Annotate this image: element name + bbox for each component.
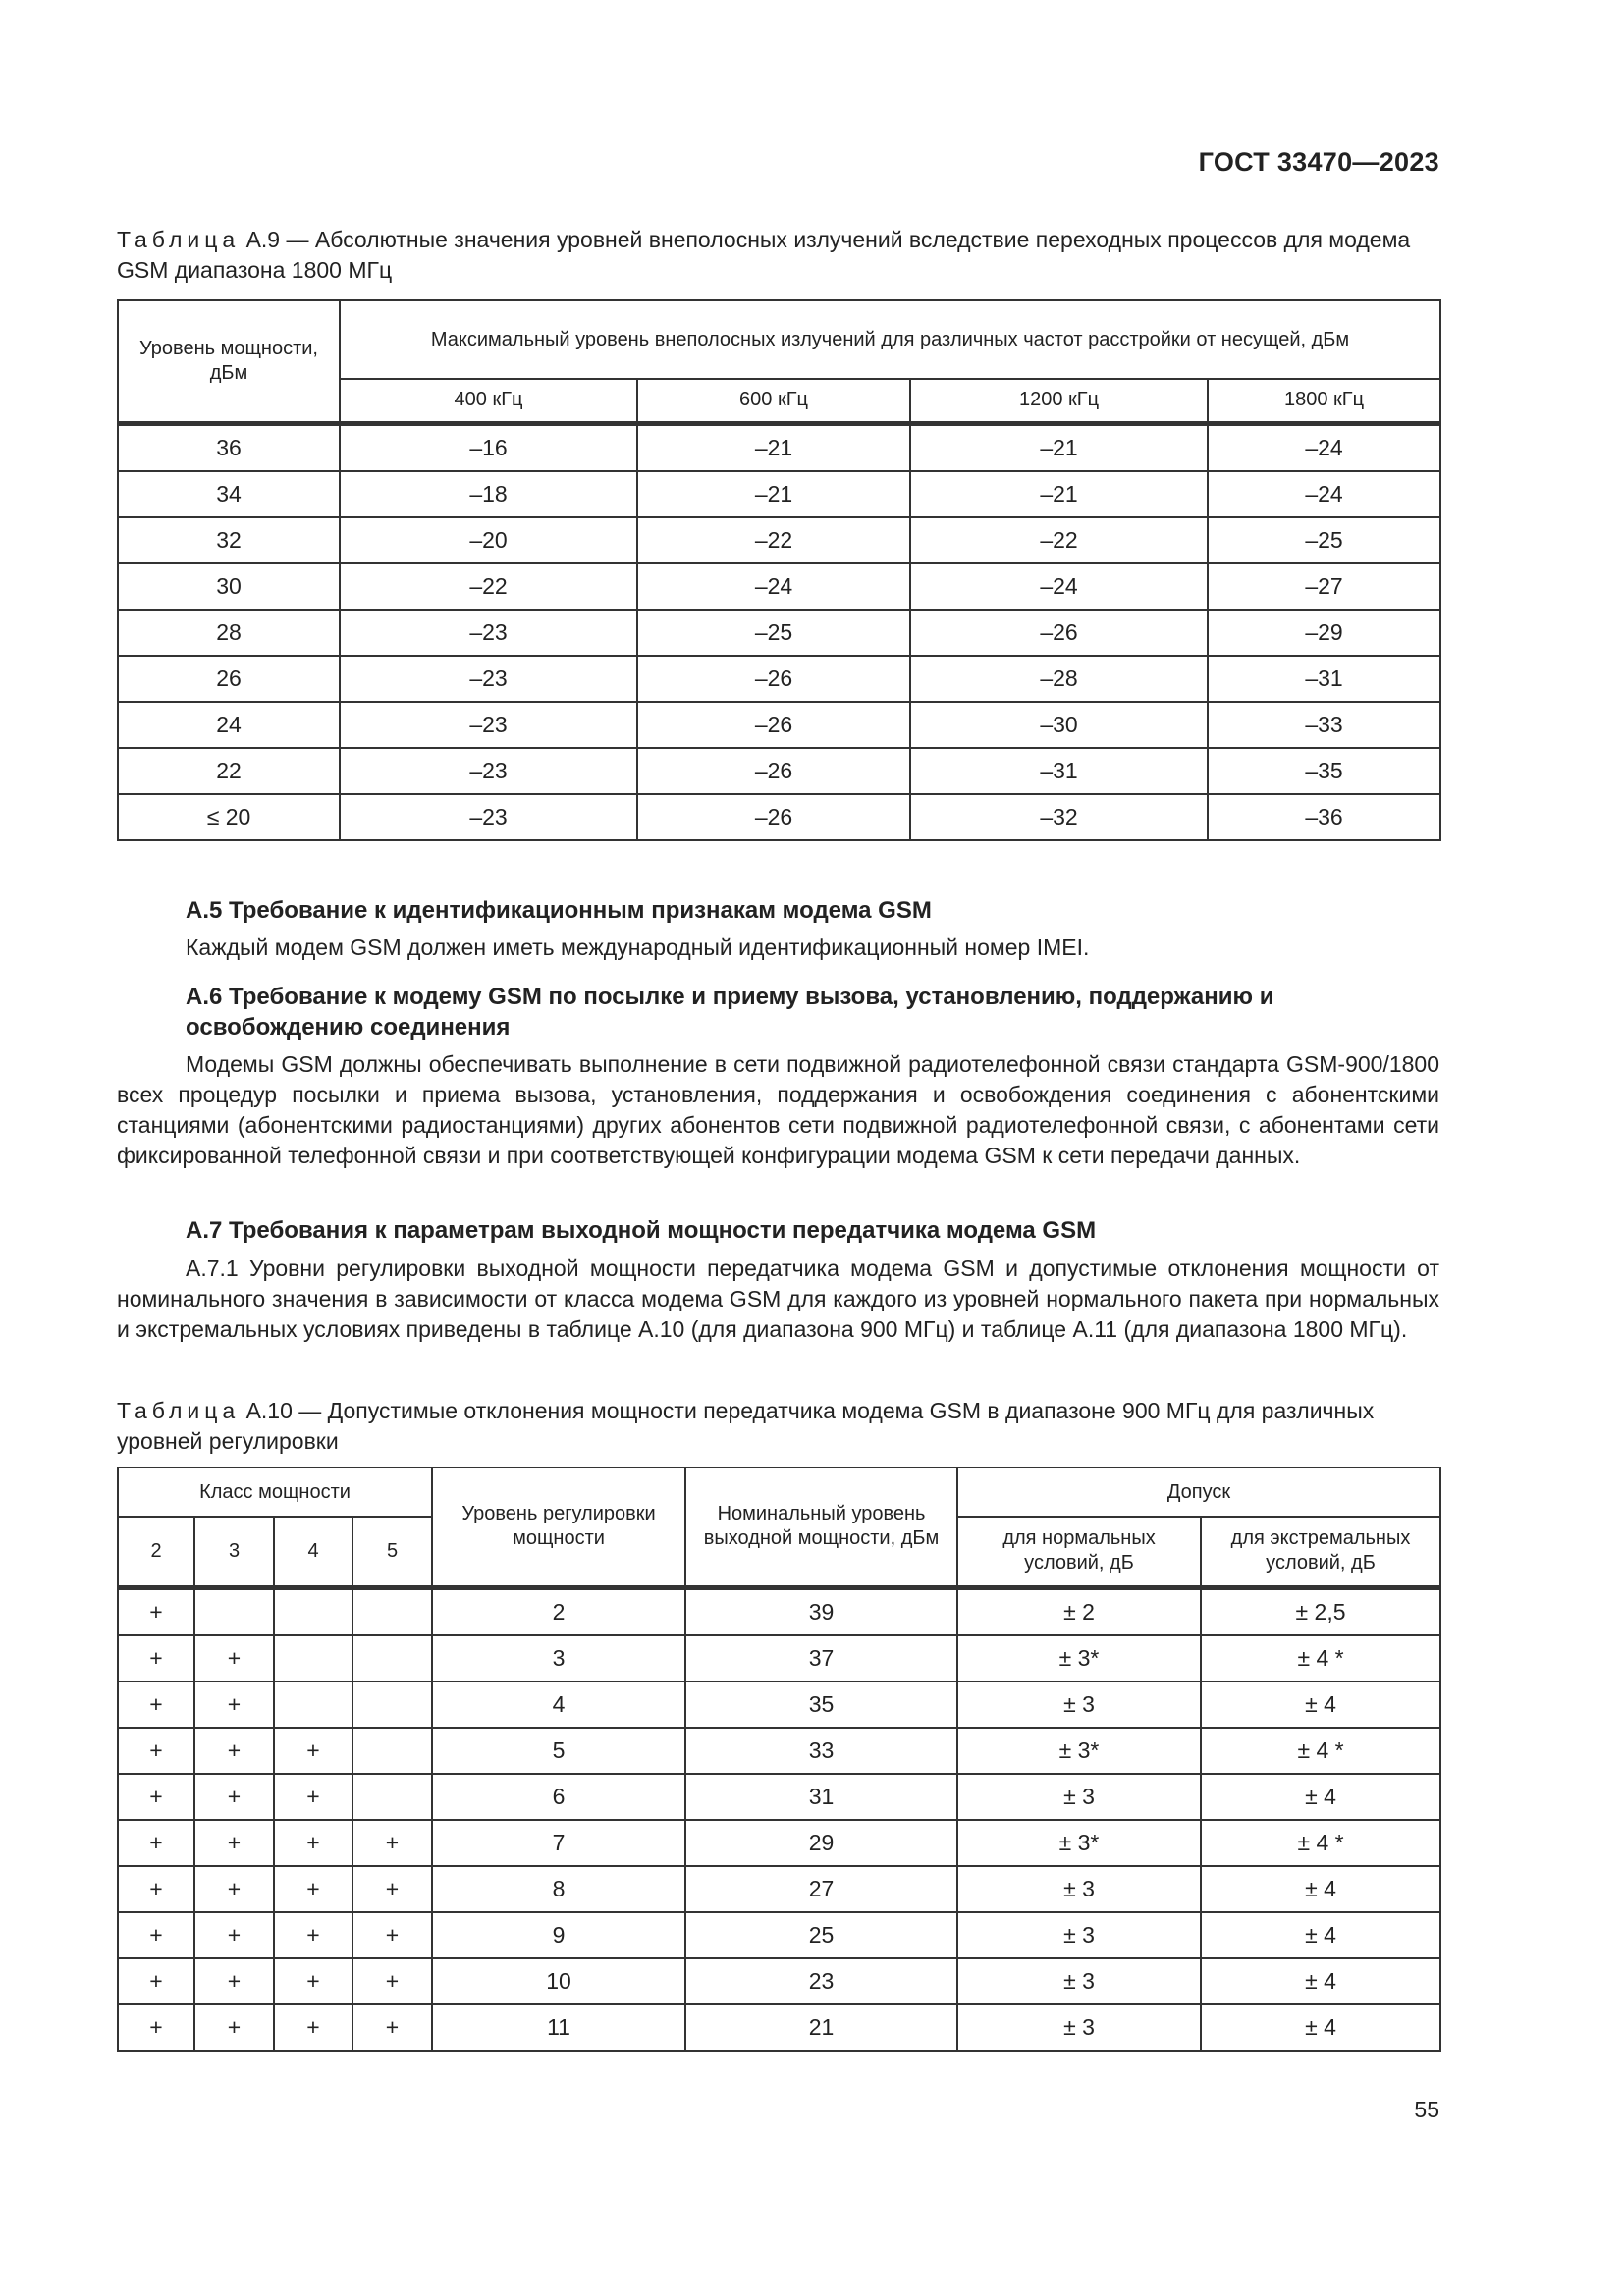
table-cell: 39 <box>685 1587 957 1635</box>
table-cell: 34 <box>118 471 340 517</box>
table-cell <box>274 1682 352 1728</box>
section-a7-text: А.7.1 Уровни регулировки выходной мощности передатчика модема GSM и допустимые отклонения мощности от номинального значения в зависимости от класса модема GSM для каждого из уровней нормального пакета при нормальных и экстремальных условиях приведены в таблице А.10 (для диапазона 900 МГц) и таблице А.11 (для диапазона 1800 МГц). <box>117 1255 1439 1342</box>
table-cell: ± 4 <box>1201 1866 1440 1912</box>
table-a9-caption-label: Таблица <box>117 227 241 252</box>
table-cell: ± 4 * <box>1201 1728 1440 1774</box>
table-cell: + <box>118 1912 194 1958</box>
table-cell: –23 <box>340 702 637 748</box>
table-cell: –32 <box>910 794 1208 840</box>
table-cell: –23 <box>340 748 637 794</box>
table-cell: –33 <box>1208 702 1440 748</box>
table-cell: ± 3 <box>957 1774 1201 1820</box>
table-cell: –36 <box>1208 794 1440 840</box>
table-cell: + <box>118 1958 194 2004</box>
table-a10-header-nominal: Номинальный уровень выходной мощности, дБм <box>685 1468 957 1587</box>
table-cell: 21 <box>685 2004 957 2051</box>
table-a10-class-number: 3 <box>194 1517 274 1587</box>
table-cell: + <box>274 1820 352 1866</box>
table-cell: 29 <box>685 1820 957 1866</box>
table-cell: –18 <box>340 471 637 517</box>
table-row <box>118 517 1440 563</box>
table-cell <box>274 1635 352 1682</box>
table-a9-header-freq: 600 кГц <box>637 379 910 423</box>
table-cell: –26 <box>637 702 910 748</box>
table-row <box>118 656 1440 702</box>
table-cell: + <box>194 1774 274 1820</box>
table-cell: –22 <box>910 517 1208 563</box>
table-cell: ± 3 <box>957 1866 1201 1912</box>
table-row <box>118 748 1440 794</box>
table-cell: + <box>118 1820 194 1866</box>
table-a9-header-max: Максимальный уровень внеполосных излучений для различных частот расстройки от несущей, дБм <box>340 300 1440 379</box>
table-cell: + <box>352 1866 432 1912</box>
table-cell: –26 <box>910 610 1208 656</box>
table-cell: + <box>352 1958 432 2004</box>
table-cell: –25 <box>1208 517 1440 563</box>
table-a10-caption <box>117 1396 1439 1457</box>
table-cell: ± 3 <box>957 1912 1201 1958</box>
table-cell: –24 <box>910 563 1208 610</box>
table-cell: 5 <box>432 1728 685 1774</box>
table-a9-header-freq: 400 кГц <box>340 379 637 423</box>
table-cell: –23 <box>340 794 637 840</box>
table-row <box>118 1728 1440 1774</box>
table-a10-body <box>118 1587 1440 2051</box>
table-cell <box>352 1635 432 1682</box>
table-cell: 28 <box>118 610 340 656</box>
section-a5-heading: А.5 Требование к идентификационным признакам модема GSM <box>186 897 932 924</box>
table-cell: –30 <box>910 702 1208 748</box>
table-a10-class-number: 2 <box>118 1517 194 1587</box>
table-cell: –21 <box>637 471 910 517</box>
table-cell: + <box>118 1682 194 1728</box>
table-cell: 9 <box>432 1912 685 1958</box>
table-cell: 2 <box>432 1587 685 1635</box>
table-cell: –35 <box>1208 748 1440 794</box>
table-cell: + <box>274 2004 352 2051</box>
section-a6-text: Модемы GSM должны обеспечивать выполнение в сети подвижной радиотелефонной связи стандарта GSM-900/1800 всех процедур посылки и приема вызова, установления, поддержания и освобождения соединения с абонентскими станциями (абонентскими радиостанциями) других абонентов сети подвижной радиотелефонной связи, с абонентами сети фиксированной телефонной связи и при соответствующей конфигурации модема GSM к сети передачи данных. <box>117 1051 1439 1168</box>
table-cell: ± 4 * <box>1201 1635 1440 1682</box>
table-cell: –21 <box>910 423 1208 471</box>
table-row <box>118 1912 1440 1958</box>
table-cell: –20 <box>340 517 637 563</box>
standard-number: ГОСТ 33470—2023 <box>1198 147 1439 177</box>
table-row <box>118 1774 1440 1820</box>
table-cell: –16 <box>340 423 637 471</box>
table-cell: –22 <box>340 563 637 610</box>
table-a10-header-extreme: для экстремальных условий, дБ <box>1201 1517 1440 1587</box>
table-cell: –24 <box>1208 471 1440 517</box>
table-cell: –31 <box>1208 656 1440 702</box>
table-cell: –21 <box>637 423 910 471</box>
table-cell: ± 2,5 <box>1201 1587 1440 1635</box>
table-cell: + <box>194 1820 274 1866</box>
table-cell: 4 <box>432 1682 685 1728</box>
table-cell: –26 <box>637 794 910 840</box>
table-cell: 22 <box>118 748 340 794</box>
table-cell: + <box>194 1635 274 1682</box>
table-a10 <box>117 1467 1441 2052</box>
table-cell: 25 <box>685 1912 957 1958</box>
table-row <box>118 1820 1440 1866</box>
table-cell: –23 <box>340 610 637 656</box>
table-cell <box>274 1587 352 1635</box>
table-cell: + <box>194 1728 274 1774</box>
table-row <box>118 1682 1440 1728</box>
table-cell: ± 4 <box>1201 1682 1440 1728</box>
table-cell: 11 <box>432 2004 685 2051</box>
table-row <box>118 794 1440 840</box>
table-cell: 24 <box>118 702 340 748</box>
table-cell: ± 4 <box>1201 1912 1440 1958</box>
table-row <box>118 610 1440 656</box>
table-cell: + <box>194 1682 274 1728</box>
table-cell: + <box>352 1912 432 1958</box>
table-cell: + <box>118 1866 194 1912</box>
table-a10-class-number: 4 <box>274 1517 352 1587</box>
table-cell: 35 <box>685 1682 957 1728</box>
table-cell: + <box>352 2004 432 2051</box>
table-a9-caption <box>117 225 1439 286</box>
table-a9-body <box>118 423 1440 840</box>
table-cell: + <box>194 1912 274 1958</box>
table-row <box>118 1866 1440 1912</box>
table-cell: + <box>274 1866 352 1912</box>
table-cell: ± 2 <box>957 1587 1201 1635</box>
table-cell: ± 4 <box>1201 1774 1440 1820</box>
table-cell <box>352 1682 432 1728</box>
table-cell: 3 <box>432 1635 685 1682</box>
table-cell: –29 <box>1208 610 1440 656</box>
table-cell: + <box>274 1774 352 1820</box>
table-cell: 26 <box>118 656 340 702</box>
table-cell: –24 <box>637 563 910 610</box>
table-cell: 33 <box>685 1728 957 1774</box>
table-cell: 8 <box>432 1866 685 1912</box>
table-cell <box>194 1587 274 1635</box>
table-a9-header-power: Уровень мощности, дБм <box>118 300 340 423</box>
table-cell: –31 <box>910 748 1208 794</box>
table-cell: 7 <box>432 1820 685 1866</box>
table-cell: + <box>118 1774 194 1820</box>
table-a10-header-normal: для нормальных условий, дБ <box>957 1517 1201 1587</box>
table-cell: + <box>194 1958 274 2004</box>
table-a9-header-freq: 1800 кГц <box>1208 379 1440 423</box>
table-cell: ± 3* <box>957 1635 1201 1682</box>
table-cell: + <box>118 1587 194 1635</box>
table-cell <box>352 1728 432 1774</box>
table-cell: 27 <box>685 1866 957 1912</box>
table-a10-caption-label: Таблица <box>117 1398 241 1423</box>
table-cell: –25 <box>637 610 910 656</box>
table-cell: 36 <box>118 423 340 471</box>
table-a10-header-class: Класс мощности <box>118 1468 432 1517</box>
table-cell: –24 <box>1208 423 1440 471</box>
table-cell: –28 <box>910 656 1208 702</box>
table-cell: 10 <box>432 1958 685 2004</box>
table-cell: + <box>194 2004 274 2051</box>
table-row <box>118 2004 1440 2051</box>
table-cell: + <box>118 1635 194 1682</box>
table-a9 <box>117 299 1441 841</box>
table-cell: ± 4 <box>1201 1958 1440 2004</box>
table-cell: + <box>274 1728 352 1774</box>
table-a10-header-level: Уровень регулировки мощности <box>432 1468 685 1587</box>
table-row <box>118 1587 1440 1635</box>
table-cell: –26 <box>637 748 910 794</box>
table-cell: ± 3* <box>957 1728 1201 1774</box>
table-cell: 32 <box>118 517 340 563</box>
table-cell: –23 <box>340 656 637 702</box>
table-row <box>118 471 1440 517</box>
table-row <box>118 563 1440 610</box>
table-a9-caption-text: А.9 — Абсолютные значения уровней внеполосных излучений вследствие переходных процессов для модема GSM диапазона 1800 МГц <box>117 227 1411 283</box>
table-row <box>118 1635 1440 1682</box>
table-row <box>118 1958 1440 2004</box>
section-a6-heading: А.6 Требование к модему GSM по посылке и приему вызова, установлению, поддержанию и освобождению соединения <box>186 984 1274 1041</box>
table-cell: ± 4 * <box>1201 1820 1440 1866</box>
table-cell: + <box>118 1728 194 1774</box>
section-a7-heading: А.7 Требования к параметрам выходной мощности передатчика модема GSM <box>186 1217 1097 1244</box>
table-cell: + <box>194 1866 274 1912</box>
table-cell: –22 <box>637 517 910 563</box>
table-a9-header-freq: 1200 кГц <box>910 379 1208 423</box>
table-cell: ± 3* <box>957 1820 1201 1866</box>
table-cell: ± 3 <box>957 2004 1201 2051</box>
table-cell: + <box>274 1958 352 2004</box>
table-cell: ± 3 <box>957 1682 1201 1728</box>
table-cell: + <box>118 2004 194 2051</box>
table-row <box>118 702 1440 748</box>
table-cell: 23 <box>685 1958 957 2004</box>
table-cell: 31 <box>685 1774 957 1820</box>
table-cell <box>352 1587 432 1635</box>
table-row <box>118 423 1440 471</box>
table-cell <box>352 1774 432 1820</box>
table-cell: + <box>274 1912 352 1958</box>
table-cell: ± 4 <box>1201 2004 1440 2051</box>
table-cell: –21 <box>910 471 1208 517</box>
table-cell: –26 <box>637 656 910 702</box>
table-cell: 30 <box>118 563 340 610</box>
page-number: 55 <box>1414 2097 1439 2122</box>
table-cell: –27 <box>1208 563 1440 610</box>
table-cell: 37 <box>685 1635 957 1682</box>
table-a10-class-number: 5 <box>352 1517 432 1587</box>
table-a10-caption-text: А.10 — Допустимые отклонения мощности передатчика модема GSM в диапазоне 900 МГц для различных уровней регулировки <box>117 1398 1375 1454</box>
table-cell: 6 <box>432 1774 685 1820</box>
table-cell: + <box>352 1820 432 1866</box>
table-a10-header-tolerance: Допуск <box>957 1468 1440 1517</box>
table-cell: ≤ 20 <box>118 794 340 840</box>
section-a5-text: Каждый модем GSM должен иметь международный идентификационный номер IMEI. <box>186 934 1090 960</box>
table-cell: ± 3 <box>957 1958 1201 2004</box>
